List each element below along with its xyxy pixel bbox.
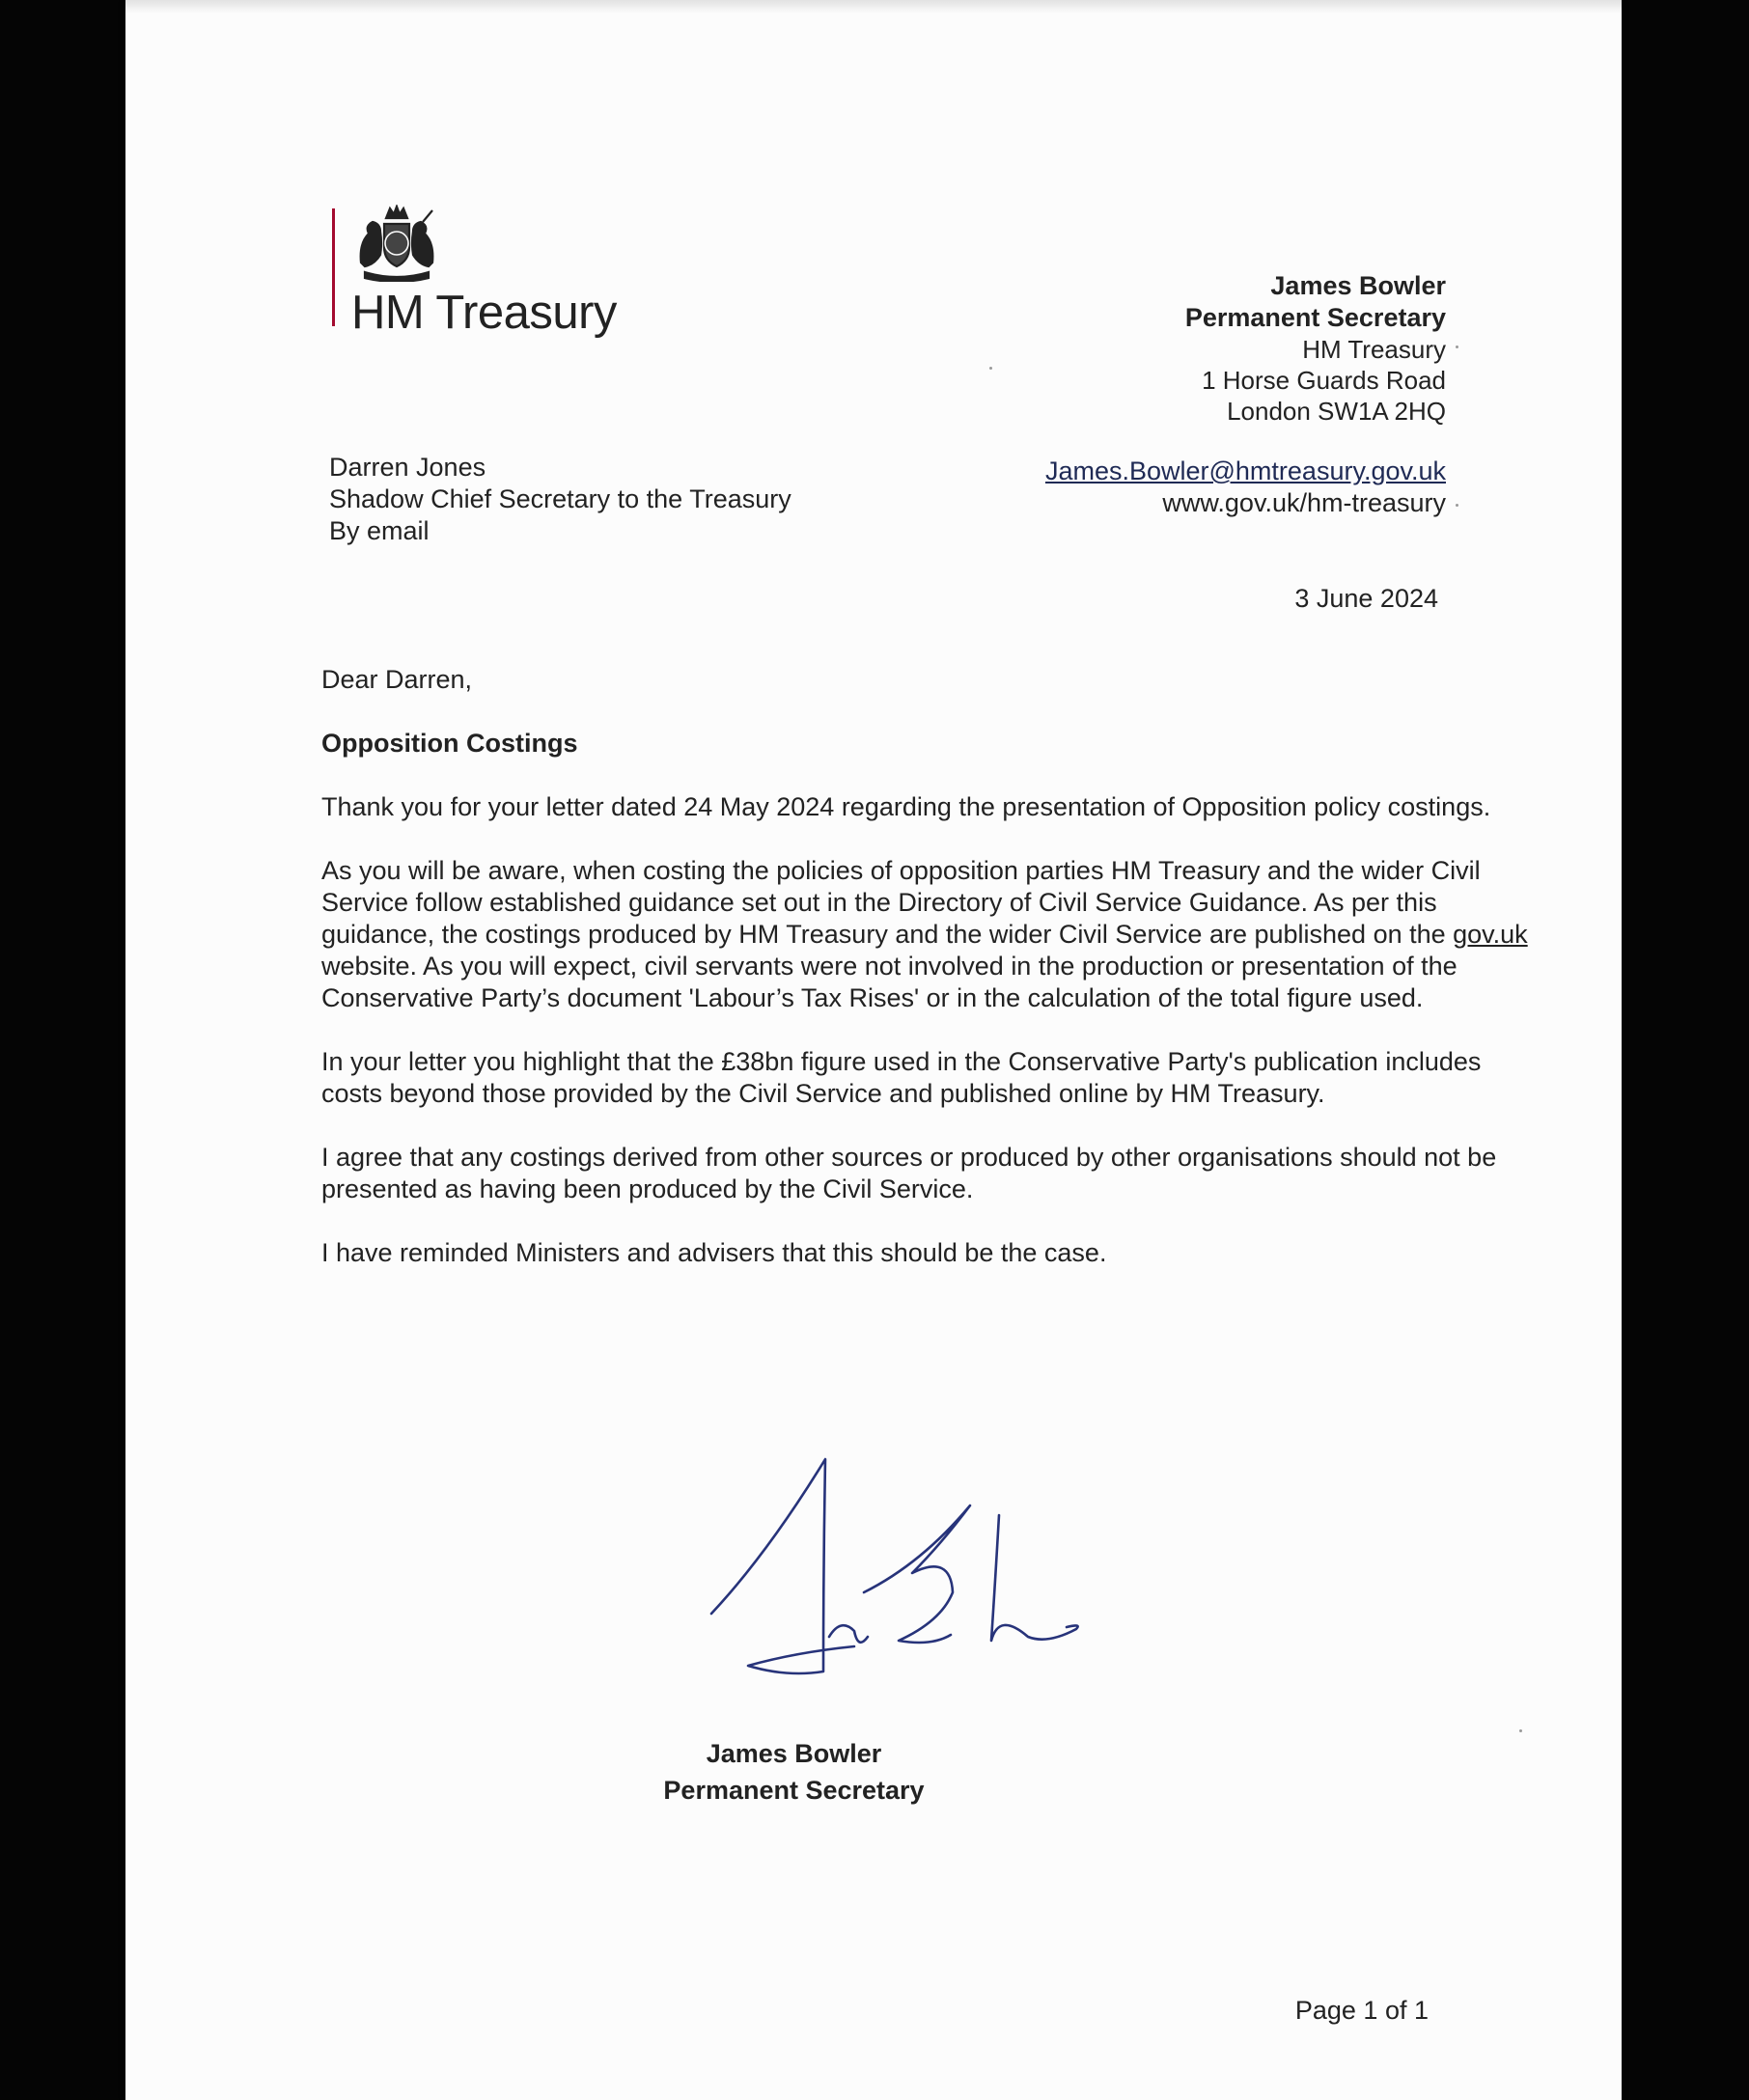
paper-speck (1456, 504, 1458, 507)
paragraph-1: Thank you for your letter dated 24 May 2024 regarding the presentation of Opposition policy costings. (321, 792, 1491, 821)
salutation: Dear Darren, (321, 665, 473, 694)
sender-address-line2: London SW1A 2HQ (1227, 397, 1446, 426)
letterhead-brand-bar (332, 208, 335, 326)
recipient-title: Shadow Chief Secretary to the Treasury (329, 484, 791, 513)
paragraph-2-text-a: As you will be aware, when costing the policies of opposition parties HM Treasury and the wider Civil Service follow established guidance set out in the Directory of Civil Service Guidance. As per this guidance, the costings produced by HM Treasury and the wider Civil Service are published on the (321, 856, 1481, 949)
sender-name: James Bowler (1270, 271, 1446, 300)
paper-speck (989, 367, 992, 370)
signoff-block (627, 1735, 960, 1809)
paragraph-3: In your letter you highlight that the £38bn figure used in the Conservative Party's publication includes costs beyond those provided by the Civil Service and published online by HM Treasury. (321, 1047, 1482, 1108)
sender-org: HM Treasury (1302, 335, 1446, 364)
sender-contact (1045, 456, 1446, 519)
sender-title: Permanent Secretary (1184, 303, 1446, 332)
handwritten-signature-icon (709, 1448, 1250, 1689)
paragraph-2 (321, 855, 1547, 1014)
paragraph-5: I have reminded Ministers and advisers that this should be the case. (321, 1238, 1107, 1267)
recipient-delivery: By email (329, 516, 430, 545)
signoff-name: James Bowler (706, 1739, 882, 1768)
paper-speck (1456, 345, 1458, 348)
letter-page (125, 0, 1622, 2100)
paper-speck (1519, 1729, 1522, 1732)
letter-body (321, 664, 1547, 1301)
sender-website: www.gov.uk/hm-treasury (1162, 488, 1446, 517)
letter-date: 3 June 2024 (1294, 584, 1438, 613)
recipient-name: Darren Jones (329, 453, 486, 482)
govuk-link[interactable]: gov.uk (1453, 920, 1528, 949)
signoff-title: Permanent Secretary (663, 1776, 925, 1805)
sender-block (1185, 270, 1446, 427)
paragraph-4: I agree that any costings derived from other sources or produced by other organisations should not be presented as having been produced by the Civil Service. (321, 1143, 1497, 1203)
paragraph-2-text-b: website. As you will expect, civil servants were not involved in the production or presentation of the Conservative Party’s document 'Labour’s Tax Rises' or in the calculation of the total figure used. (321, 952, 1458, 1012)
recipient-block (329, 452, 791, 547)
royal-coat-of-arms-icon (351, 205, 442, 282)
page-top-shadow (125, 0, 1622, 14)
page-number: Page 1 of 1 (1294, 1996, 1429, 2025)
department-name: HM Treasury (351, 287, 617, 339)
subject-heading: Opposition Costings (321, 729, 578, 758)
sender-address-line1: 1 Horse Guards Road (1202, 366, 1446, 395)
sender-email-link[interactable]: James.Bowler@hmtreasury.gov.uk (1044, 456, 1446, 485)
